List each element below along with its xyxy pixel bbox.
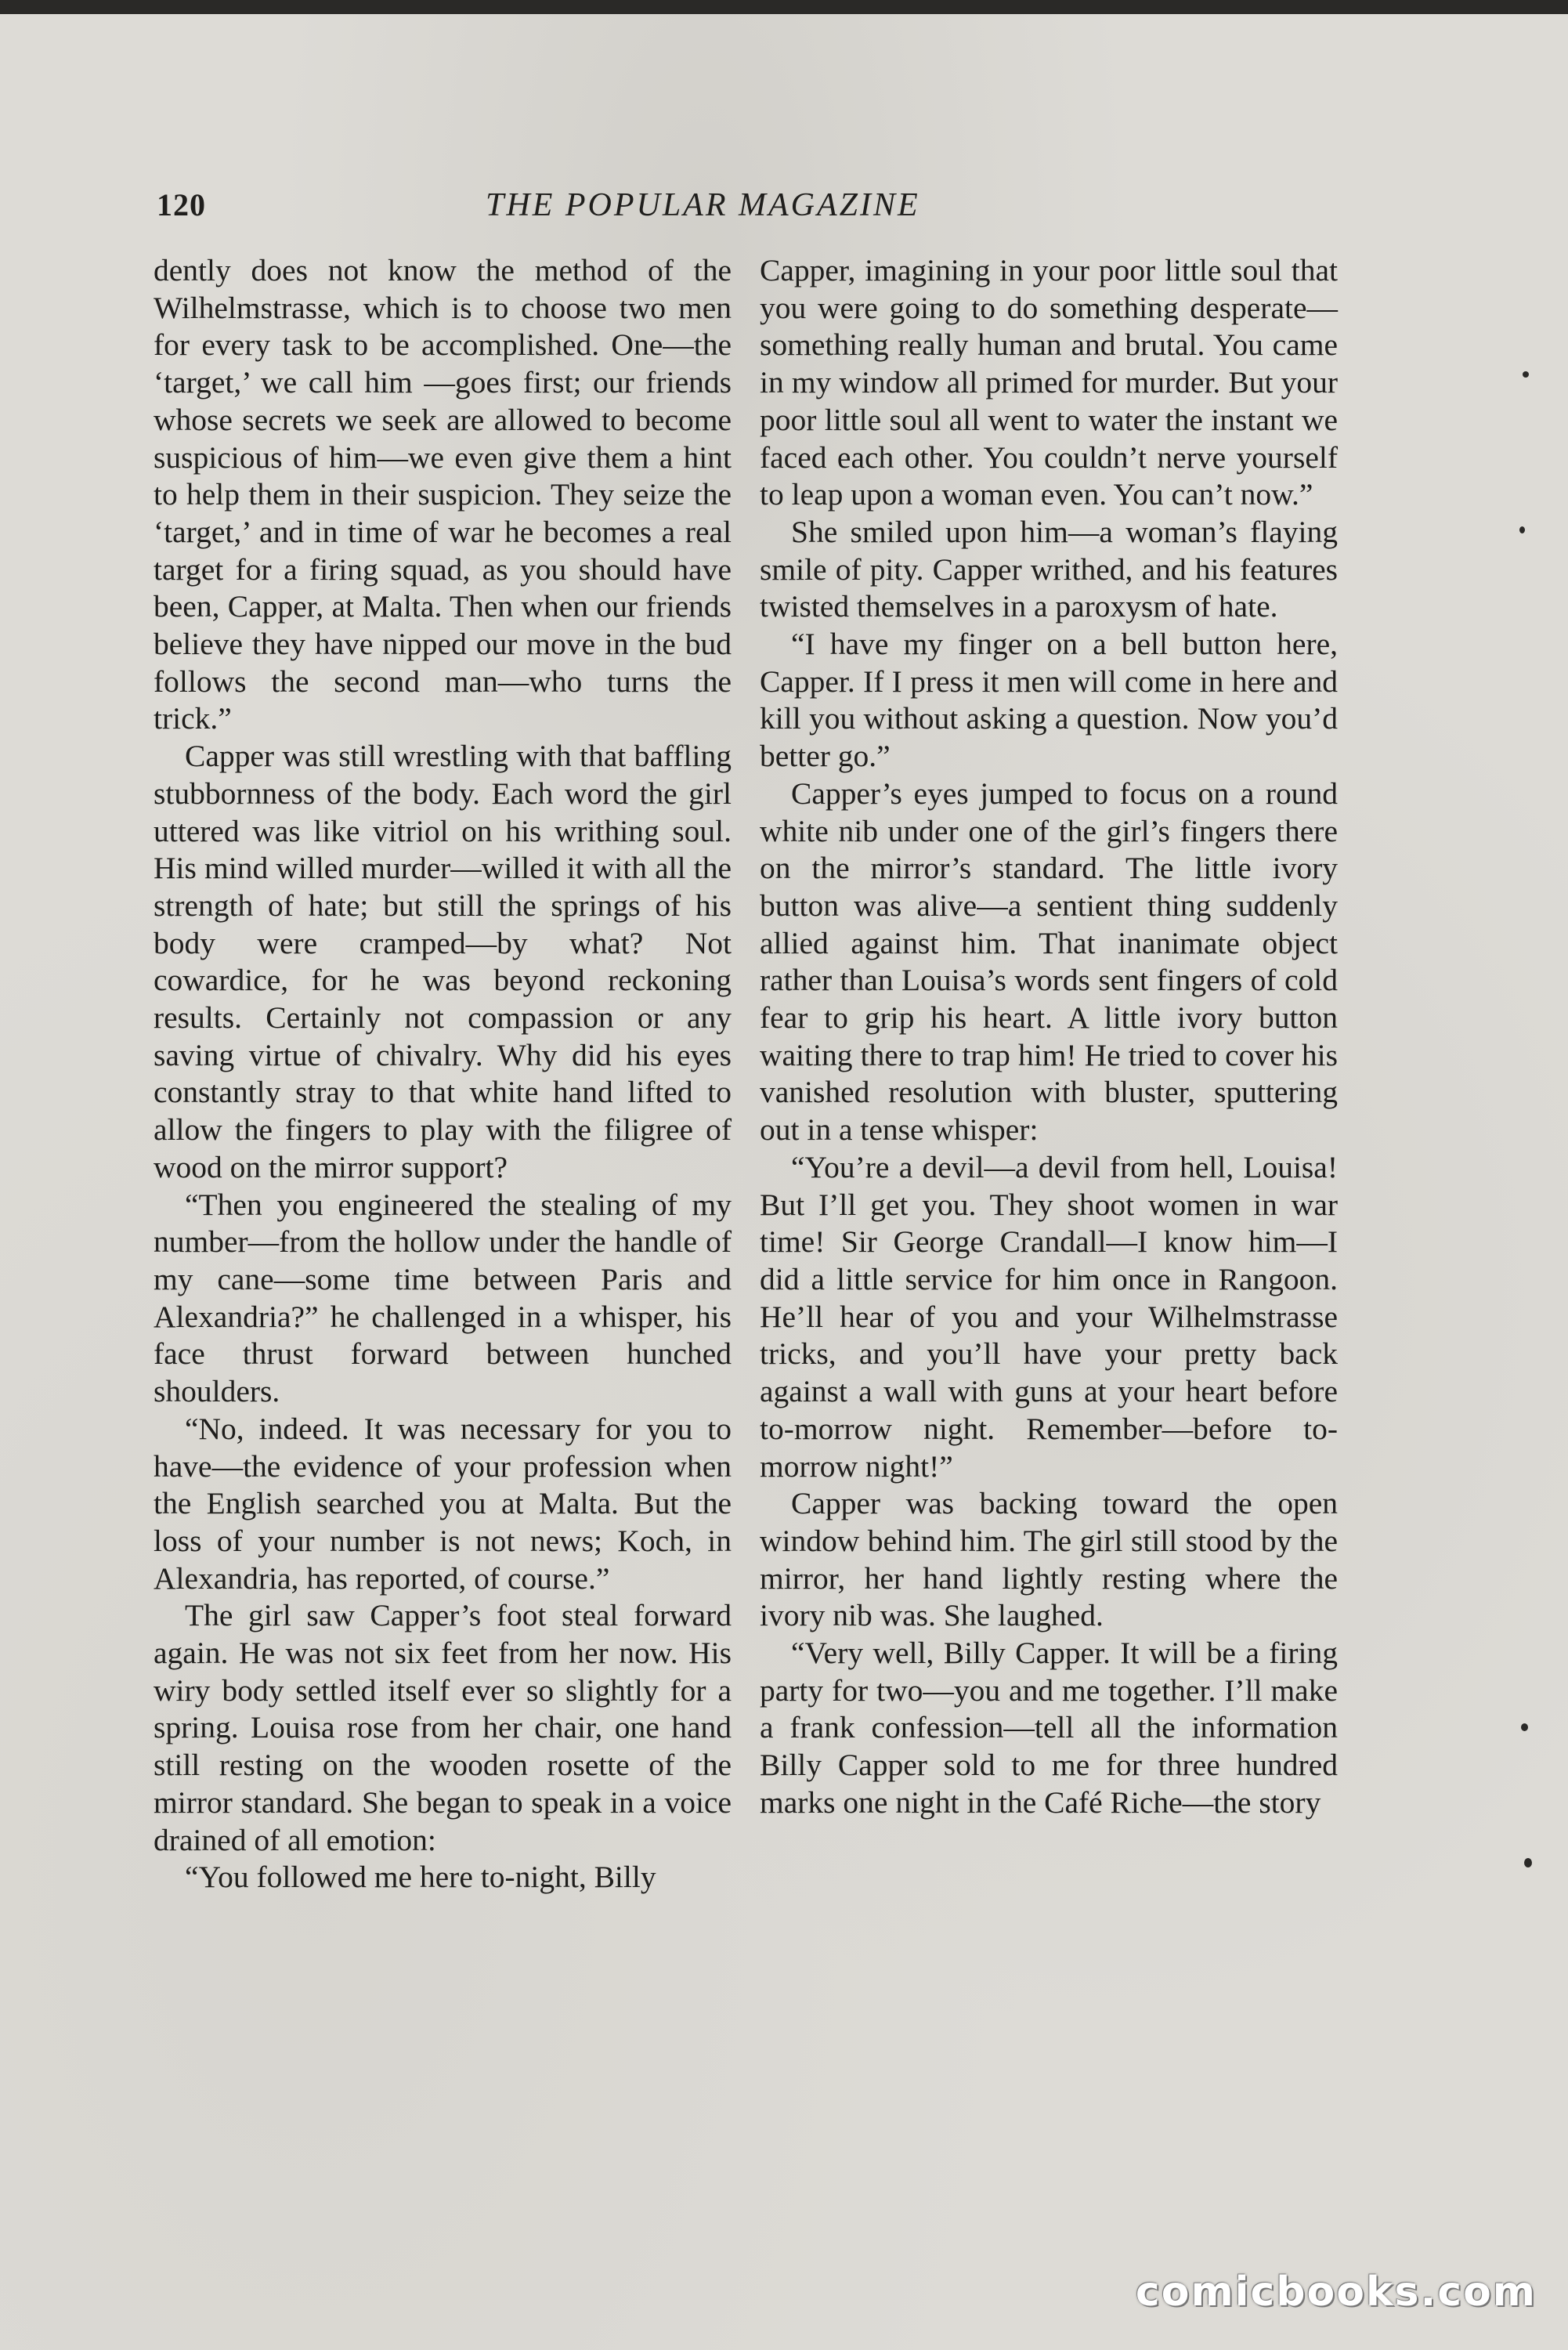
paragraph: “You’re a devil—a devil from hell, Louisa! But I’ll get you. They shoot women in war time! Sir George Crandall—I know him—I did a little service for him once in Rangoon. He’ll hear of you and your Wilhelmstrasse tricks, and you’ll have your pretty back against a wall with guns at your heart before to-morrow night. Remember—before to-morrow night!” (760, 1149, 1338, 1484)
top-border-rule (0, 0, 1568, 14)
ink-speck (1523, 371, 1529, 378)
paragraph: Capper’s eyes jumped to focus on a round white nib under one of the girl’s fingers there on the mirror’s standard. The little ivory button was alive—a sentient thing suddenly allied against him. That inanimate object rather than Louisa’s words sent fingers of cold fear to grip his heart. A little ivory button waiting there to trap him! He tried to cover his vanished resolution with bluster, sputtering out in a tense whisper: (760, 776, 1338, 1148)
paragraph: Capper was backing toward the open window behind him. The girl still stood by the mirror, her hand lightly resting where the ivory nib was. She laughed. (760, 1486, 1338, 1633)
paragraph: “No, indeed. It was necessary for you to have—the evidence of your profession when the English searched you at Malta. But the loss of your number is not news; Koch, in Alexandria, has reported, of course.” (154, 1411, 732, 1596)
paragraph: “Then you engineered the stealing of my number—from the hollow under the handle of my cane—some time between Paris and Alexandria?” he challenged in a whisper, his face thrust forward between hunched shoulders. (154, 1187, 732, 1409)
paragraph: “Very well, Billy Capper. It will be a firing party for two—you and me together. I’ll make a frank confession—tell all the information Billy Capper sold to me for three hundred marks one night in the Café Riche—the story (760, 1636, 1338, 1820)
running-header (157, 186, 1331, 233)
paragraph: She smiled upon him—a woman’s flaying smile of pity. Capper writhed, and his features twisted themselves in a paroxysm of hate. (760, 514, 1338, 624)
paragraph: Capper, imagining in your poor little soul that you were going to do something desperate—something really human and brutal. You came in my window all primed for murder. But your poor little soul all went to water the instant we faced each other. You couldn’t nerve yourself to leap upon a woman even. You can’t now.” (760, 253, 1338, 512)
paragraph: “You followed me here to-night, Billy (185, 1860, 656, 1895)
paragraph: “I have my finger on a bell button here, Capper. If I press it men will come in here and kill you without asking a question. Now you’d better go.” (760, 627, 1338, 774)
paragraph: The girl saw Capper’s foot steal forward again. He was not six feet from her now. His wiry body settled itself ever so slightly for a spring. Louisa rose from her chair, one hand still resting on the wooden rosette of the mirror standard. She began to speak in a voice drained of all emotion: (154, 1598, 732, 1857)
ink-speck (1521, 1723, 1528, 1731)
paragraph: Capper was still wrestling with that baffling stubbornness of the body. Each word the girl uttered was like vitriol on his writhing soul. His mind willed murder—willed it with all the strength of hate; but still the springs of his body were cramped—by what? Not cowardice, for he was beyond reckoning results. Certainly not compassion or any saving virtue of chivalry. Why did his eyes constantly stray to that white hand lifted to allow the fingers to play with the filigree of wood on the mirror support? (154, 739, 732, 1184)
right-text-column (760, 252, 1338, 1822)
page-number: 120 (157, 187, 206, 222)
ink-speck (1524, 1858, 1532, 1867)
left-text-column (154, 252, 732, 1896)
site-watermark: comicbooks.com (1135, 2269, 1537, 2316)
ink-speck (1519, 526, 1525, 533)
magazine-title: THE POPULAR MAGAZINE (486, 187, 920, 223)
paragraph: dently does not know the method of the Wilhelmstrasse, which is to choose two men for every task to be accomplished. One—the ‘target,’ we call him —goes first; our friends whose secrets we seek are allowed to become suspicious of him—we even give them a hint to help them in their suspicion. They seize the ‘target,’ and in time of war he becomes a real target for a firing squad, as you should have been, Capper, at Malta. Then when our friends believe they have nipped our move in the bud follows the second man—who turns the trick.” (154, 253, 732, 736)
